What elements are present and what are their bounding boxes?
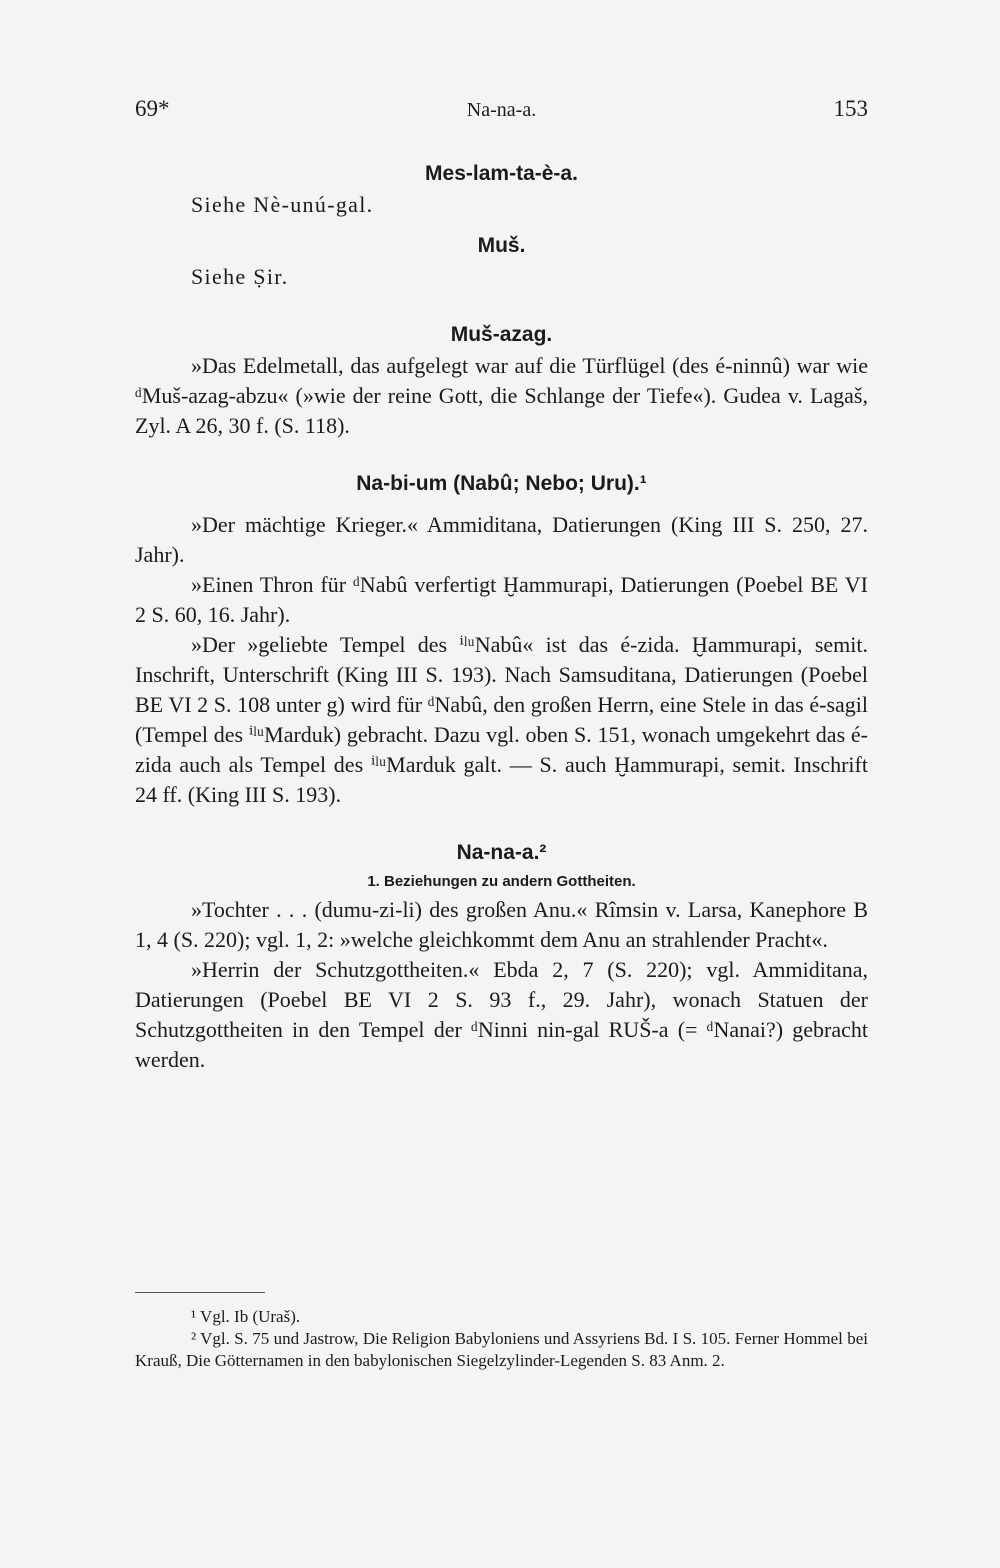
entry-paragraph: »Einen Thron für ᵈNabû verfertigt Ḫammurapi, Datierungen (Poebel BE VI 2 S. 60, 16. Jahr).	[135, 572, 868, 627]
entry-heading-nabium: Na-bi-um (Nabû; Nebo; Uru).¹	[356, 472, 647, 495]
footnote-divider	[135, 1292, 265, 1293]
section-subheading: 1. Beziehungen zu andern Gottheiten.	[367, 873, 636, 890]
entry-heading-nanaa: Na-na-a.²	[456, 841, 547, 864]
cross-reference: Siehe Nè-unú-gal.	[191, 192, 374, 217]
entry-heading-mus: Muš.	[477, 234, 526, 257]
entry-paragraph: »Der mächtige Krieger.« Ammiditana, Datierungen (King III S. 250, 27. Jahr).	[135, 512, 868, 567]
cross-reference: Siehe Ṣir.	[191, 264, 289, 289]
footnotes	[135, 1306, 868, 1372]
entry-paragraph: »Das Edelmetall, das aufgelegt war auf die Türflügel (des é-ninnû) war wie ᵈMuš-azag-abzu« (»wie der reine Gott, die Schlange der Tiefe«). Gudea v. Lagaš, Zyl. A 26, 30 f. (S. 118).	[135, 353, 868, 438]
entry-paragraph: »Der »geliebte Tempel des ⁱˡᵘNabû« ist das é-zida. Ḫammurapi, semit. Inschrift, Unterschrift (King III S. 193). Nach Samsuditana, Datierungen (Poebel BE VI 2 S. 108 unter g) wird für ᵈNabû, den großen Herrn, eine Stele in das é-sagil (Tempel des ⁱˡᵘMarduk) gebracht. Dazu vgl. oben S. 151, wonach umgekehrt das é-zida auch als Tempel des ⁱˡᵘMarduk galt. — S. auch Ḫammurapi, semit. Inschrift 24 ff. (King III S. 193).	[135, 632, 868, 807]
footnote: ² Vgl. S. 75 und Jastrow, Die Religion Babyloniens und Assyriens Bd. I S. 105. Ferner Hommel bei Krauß, Die Götternamen in den babylonischen Siegelzylinder-Legenden S. 83 Anm. 2.	[135, 1329, 868, 1370]
running-head	[135, 96, 868, 130]
entry-heading-musazag: Muš-azag.	[450, 323, 553, 346]
entry-heading-meslamtaea: Mes-lam-ta-è-a.	[425, 162, 578, 185]
page-signature: 69*	[135, 96, 170, 121]
footnote: ¹ Vgl. Ib (Uraš).	[191, 1307, 301, 1326]
entry-paragraph: »Herrin der Schutzgottheiten.« Ebda 2, 7 (S. 220); vgl. Ammiditana, Datierungen (Poebel BE VI 2 S. 93 f., 29. Jahr), wonach Statuen der Schutzgottheiten in den Tempel der ᵈNinni nin-gal RUŠ-a (= ᵈNanai?) gebracht werden.	[135, 957, 868, 1072]
page-body	[135, 158, 868, 1075]
running-title: Na-na-a.	[466, 99, 537, 121]
entry-paragraph: »Tochter . . . (dumu-zi-li) des großen Anu.« Rîmsin v. Larsa, Kanephore B 1, 4 (S. 220); vgl. 1, 2: »welche gleichkommt dem Anu an strahlender Pracht«.	[135, 897, 868, 952]
page-number: 153	[833, 96, 868, 121]
